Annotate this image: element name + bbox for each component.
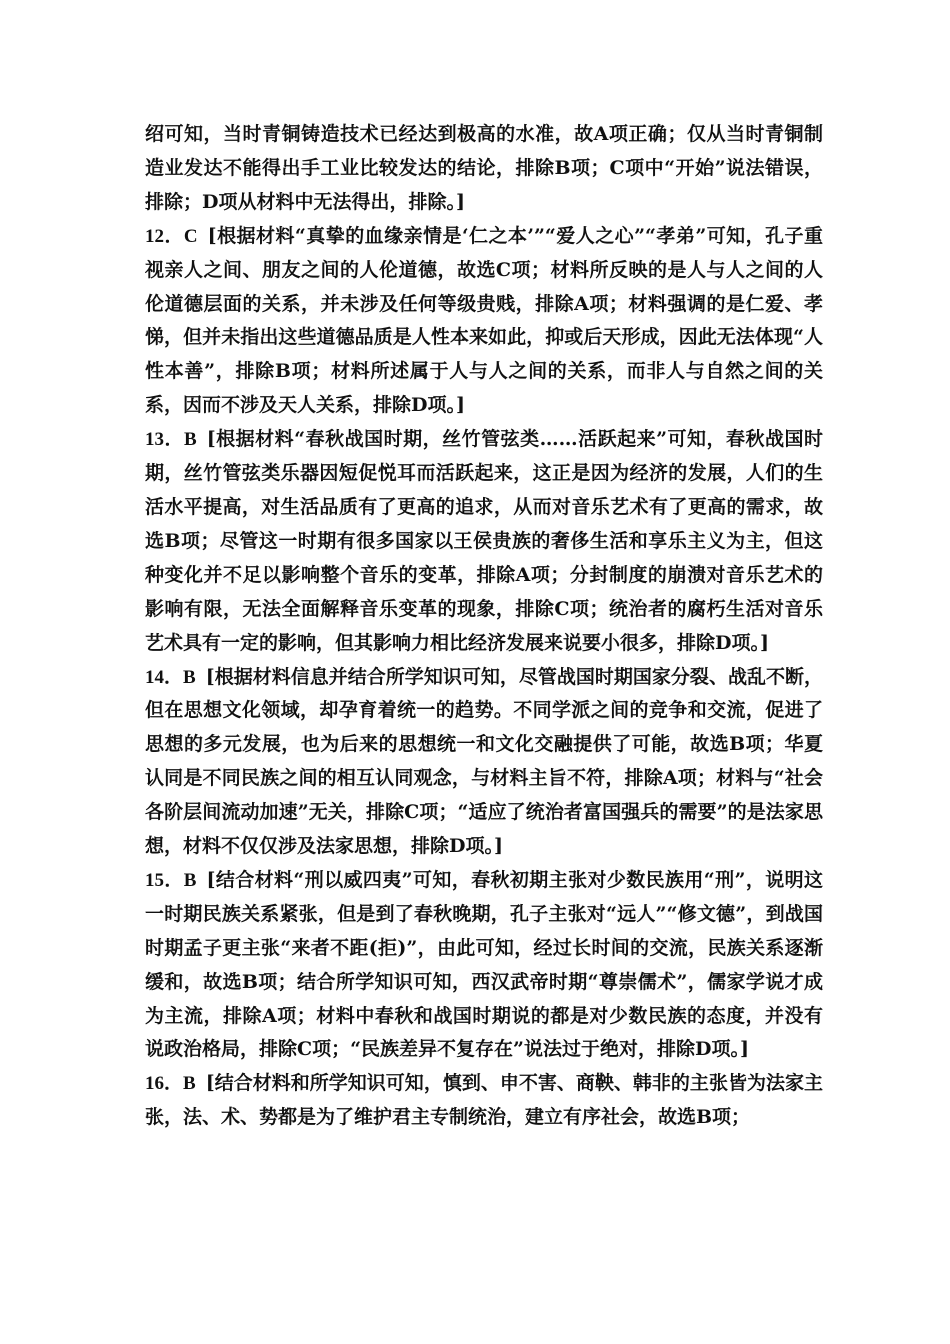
answer-item-14	[145, 661, 823, 864]
intro-text: 绍可知，当时青铜铸造技术已经达到极高的水准，故A项正确；仅从当时青铜制造业发达不能得出手工业比较发达的结论，排除B项；C项中“开始”说法错误，排除；D项从材料中无法得出，排除。]	[145, 123, 823, 213]
intro-paragraph	[145, 118, 823, 220]
answer-letter: B	[183, 1073, 196, 1095]
answer-letter: B	[184, 429, 197, 451]
answer-item-15	[145, 864, 823, 1067]
explanation-text: [结合材料和所学知识可知，慎到、申不害、商鞅、韩非的主张皆为法家主张，法、术、势都是为了维护君主专制统治，建立有序社会，故选B项；	[145, 1072, 823, 1129]
explanation-text: [根据材料信息并结合所学知识可知，尽管战国时期国家分裂、战乱不断，但在思想文化领域，却孕育着统一的趋势。不同学派之间的竞争和交流，促进了思想的多元发展，也为后来的思想统一和文化交融提供了可能，故选B项；华夏认同是不同民族之间的相互认同观念，与材料主旨不符，排除A项；材料与“社会各阶层间流动加速”无关，排除C项；“适应了统治者富国强兵的需要”的是法家思想，材料不仅仅涉及法家思想，排除D项。]	[145, 665, 823, 858]
answer-item-16	[145, 1067, 823, 1135]
question-number: 12．	[145, 225, 184, 247]
answer-letter: C	[183, 225, 198, 247]
explanation-text: [根据材料“春秋战国时期，丝竹管弦类……活跃起来”可知，春秋战国时期，丝竹管弦类乐器因短促悦耳而活跃起来，这正是因为经济的发展，人们的生活水平提高，对生活品质有了更高的追求，从而对音乐艺术有了更高的需求，故选B项；尽管这一时期有很多国家以王侯贵族的奢侈生活和享乐主义为主，但这种变化并不足以影响整个音乐的变革，排除A项；分封制度的崩溃对音乐艺术的影响有限，无法全面解释音乐变革的现象，排除C项；统治者的腐朽生活对音乐艺术具有一定的影响，但其影响力相比经济发展来说要小很多，排除D项。]	[145, 428, 823, 654]
answer-letter: B	[183, 666, 196, 688]
explanation-text: [根据材料“真挚的血缘亲情是‘仁之本’”“爱人之心”“孝弟”可知，孔子重视亲人之间、朋友之间的人伦道德，故选C项；材料所反映的是人与人之间的人伦道德层面的关系，并未涉及任何等级贵贱，排除A项；材料强调的是仁爱、孝悌，但并未指出这些道德品质是人性本来如此，抑或后天形成，因此无法体现“人性本善”，排除B项；材料所述属于人与人之间的关系，而非人与自然之间的关系，因而不涉及天人关系，排除D项。]	[145, 224, 823, 417]
explanation-text: [结合材料“刑以威四夷”可知，春秋初期主张对少数民族用“刑”，说明这一时期民族关系紧张，但是到了春秋晚期，孔子主张对“远人”“修文德”，到战国时期孟子更主张“来者不距(拒)”，由此可知，经过长时间的交流，民族关系逐渐缓和，故选B项；结合所学知识可知，西汉武帝时期“尊崇儒术”，儒家学说才成为主流，排除A项；材料中春秋和战国时期说的都是对少数民族的态度，并没有说政治格局，排除C项；“民族差异不复存在”说法过于绝对，排除D项。]	[145, 868, 823, 1061]
answer-item-13	[145, 423, 823, 660]
question-number: 15．	[145, 869, 184, 891]
question-number: 16．	[145, 1073, 184, 1095]
answer-explanations	[145, 118, 823, 1135]
answer-letter: B	[183, 869, 197, 891]
question-number: 14．	[145, 666, 184, 688]
answer-item-12	[145, 220, 823, 423]
question-number: 13．	[145, 429, 184, 451]
